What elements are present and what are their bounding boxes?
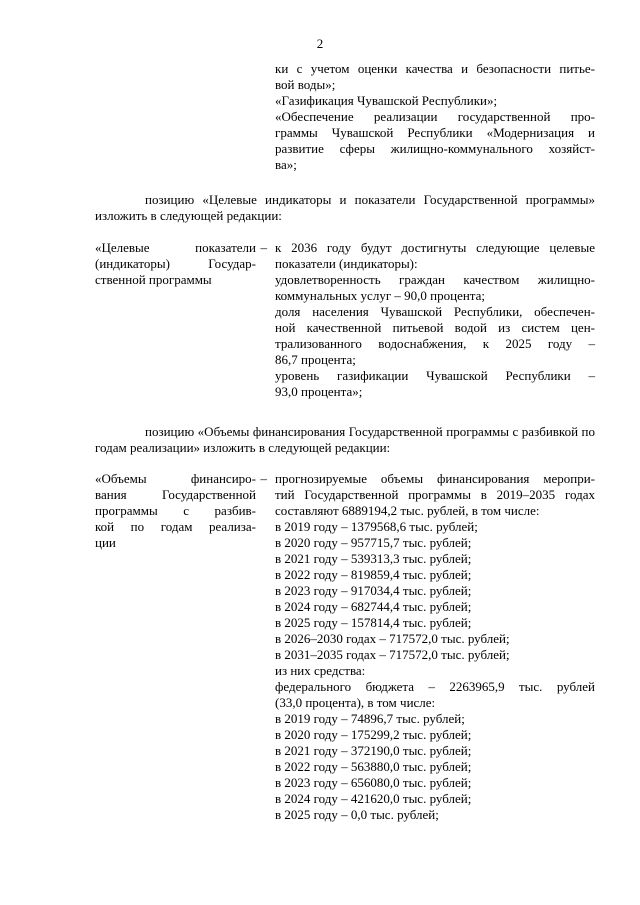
content-line: в 2024 году – 682744,4 тыс. рублей; — [275, 599, 472, 614]
content-line: в 2020 году – 175299,2 тыс. рублей; — [275, 727, 472, 742]
text-line: ки с учетом оценки качества и безопасности питье- — [275, 61, 595, 76]
content-line: ной качественной питьевой водой из систем цен- — [275, 320, 595, 335]
content-line: удовлетворенность граждан качеством жилищно- — [275, 272, 595, 287]
content-line: коммунальных услуг – 90,0 процента; — [275, 288, 486, 303]
content-line: в 2025 году – 0,0 тыс. рублей; — [275, 807, 439, 822]
amendment-paragraph-indicators: позицию «Целевые индикаторы и показатели Государственной программы» изложить в следующей редакции: — [95, 192, 595, 223]
content-line: (33,0 процента), в том числе: — [275, 695, 436, 710]
content-line: уровень газификации Чувашской Республики – — [275, 368, 595, 383]
content-line: в 2023 году – 917034,4 тыс. рублей; — [275, 583, 472, 598]
content-line: доля населения Чувашской Республики, обеспечен- — [275, 304, 595, 319]
content-line: в 2021 году – 372190,0 тыс. рублей; — [275, 743, 472, 758]
content-line: составляют 6889194,2 тыс. рублей, в том числе: — [275, 503, 540, 518]
financing-content — [275, 471, 595, 823]
content-line: 86,7 процента; — [275, 352, 356, 367]
content-line: прогнозируемые объемы финансирования меропри- — [275, 471, 595, 486]
label-dash: – — [260, 240, 267, 255]
indicators-content — [275, 240, 595, 400]
content-line: в 2020 году – 957715,7 тыс. рублей; — [275, 535, 472, 550]
text-line: вой воды»; — [275, 77, 336, 92]
content-line: в 2024 году – 421620,0 тыс. рублей; — [275, 791, 472, 806]
label-line: программы с разбив- — [95, 503, 256, 518]
label-dash: – — [260, 471, 267, 486]
label-line: ственной программы — [95, 272, 212, 287]
content-line: федерального бюджета – 2263965,9 тыс. рублей — [275, 679, 595, 694]
content-line: к 2036 году будут достигнуты следующие целевые — [275, 240, 595, 255]
content-line: из них средства: — [275, 663, 366, 678]
content-line: 93,0 процента»; — [275, 384, 363, 399]
label-line: (индикаторы) Государ- — [95, 256, 256, 271]
content-line: в 2022 году – 563880,0 тыс. рублей; — [275, 759, 472, 774]
content-line: показатели (индикаторы): — [275, 256, 418, 271]
amendment-paragraph-financing: позицию «Объемы финансирования Государственной программы с разбивкой по годам реализации» изложить в следующей редакции: — [95, 424, 595, 455]
text-line: развитие сферы жилищно-коммунального хозяйст- — [275, 141, 595, 156]
label-line: «Целевые показатели — [95, 240, 256, 255]
content-line: в 2021 году – 539313,3 тыс. рублей; — [275, 551, 472, 566]
text-line: граммы Чувашской Республики «Модернизация и — [275, 125, 595, 140]
content-line: в 2023 году – 656080,0 тыс. рублей; — [275, 775, 472, 790]
text-line: ва»; — [275, 157, 297, 172]
content-line: в 2022 году – 819859,4 тыс. рублей; — [275, 567, 472, 582]
content-line: трализованного водоснабжения, к 2025 году – — [275, 336, 595, 351]
text-line: «Газификация Чувашской Республики»; — [275, 93, 498, 108]
label-line: «Объемы финансиро- — [95, 471, 256, 486]
content-line: в 2025 году – 157814,4 тыс. рублей; — [275, 615, 472, 630]
continuation-text — [275, 61, 595, 173]
content-line: в 2031–2035 годах – 717572,0 тыс. рублей; — [275, 647, 510, 662]
label-line: кой по годам реализа- — [95, 519, 256, 534]
content-line: в 2019 году – 74896,7 тыс. рублей; — [275, 711, 465, 726]
content-line: в 2019 году – 1379568,6 тыс. рублей; — [275, 519, 478, 534]
page-number: 2 — [316, 36, 324, 51]
label-line: ции — [95, 535, 116, 550]
content-line: тий Государственной программы в 2019–2035 годах — [275, 487, 595, 502]
label-line: вания Государственной — [95, 487, 256, 502]
text-line: «Обеспечение реализации государственной про- — [275, 109, 595, 124]
content-line: в 2026–2030 годах – 717572,0 тыс. рублей; — [275, 631, 510, 646]
